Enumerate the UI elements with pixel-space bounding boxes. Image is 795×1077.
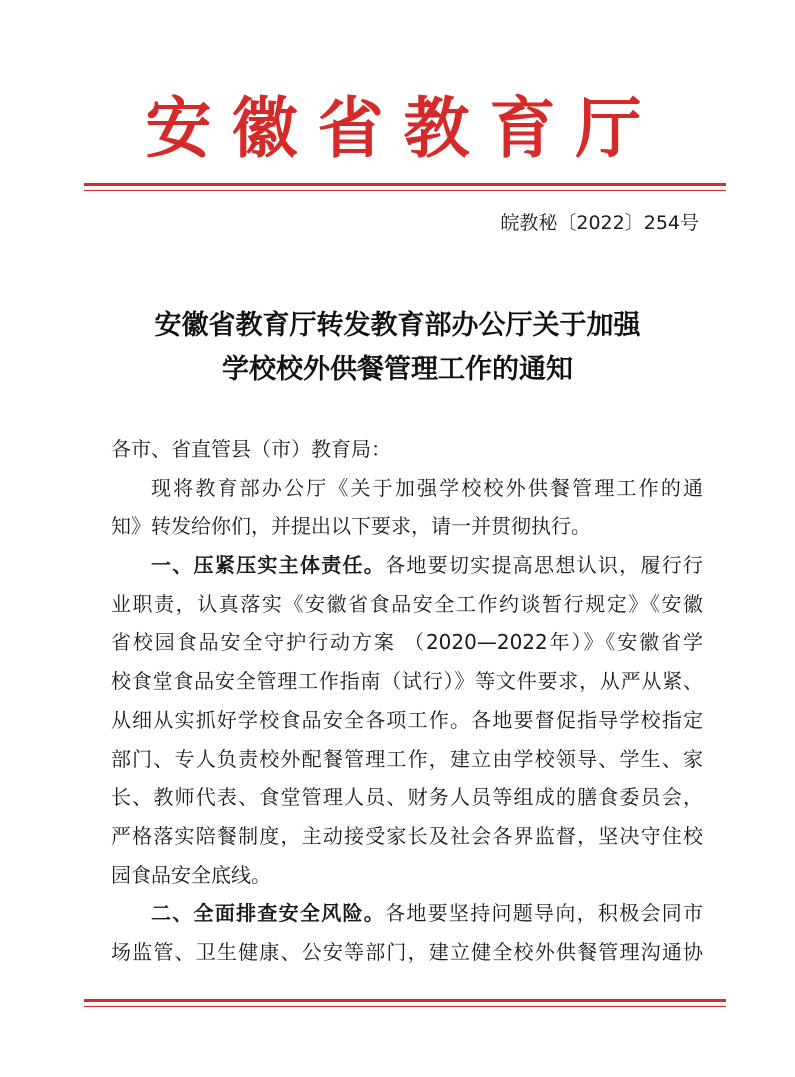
section-1-line-7: 长、教师代表、食堂管理人员、财务人员等组成的膳食委员会， (111, 785, 703, 810)
intro-line-1: 现将教育部办公厅《关于加强学校校外供餐管理工作的通 (151, 475, 703, 500)
notice-title-line-2: 学校校外供餐管理工作的通知 (222, 354, 573, 385)
section-1-line-1-text: 各地要切实提高思想认识，履行行 (385, 553, 703, 578)
section-1-line-9: 园食品安全底线。 (111, 862, 271, 887)
footer-red-rule-thick (84, 999, 726, 1002)
section-2-line-1-text: 各地要坚持问题导向，积极会同市 (385, 901, 703, 926)
section-2-heading: 二、全面排查安全风险。 (151, 901, 386, 926)
section-1-line-2: 业职责，认真落实《安徽省食品安全工作约谈暂行规定》《安徽 (111, 591, 703, 616)
section-1-line-6: 部门、专人负责校外配餐管理工作，建立由学校领导、学生、家 (111, 746, 703, 771)
notice-title-line-1: 安徽省教育厅转发教育部办公厅关于加强 (154, 310, 641, 341)
section-1-line-4: 校食堂食品安全管理工作指南（试行）》等文件要求，从严从紧、 (111, 669, 703, 694)
section-1-line-3: 省校园食品安全守护行动方案 （2020—2022年）》《安徽省学 (111, 630, 703, 655)
section-2-line-2: 场监管、卫生健康、公安等部门，建立健全校外供餐管理沟通协 (111, 939, 703, 964)
section-1-heading: 一、压紧压实主体责任。 (151, 553, 386, 578)
document-number: 皖教秘〔2022〕254号 (500, 212, 699, 234)
section-2-line-1 (111, 894, 703, 933)
intro-line-2: 知》转发给你们，并提出以下要求，请一并贯彻执行。 (111, 514, 591, 539)
section-1-line-8: 严格落实陪餐制度，主动接受家长及社会各界监督，坚决守住校 (111, 823, 703, 848)
agency-masthead: 安徽省教育厅 (145, 89, 662, 167)
notice-body (111, 430, 703, 972)
salutation: 各市、省直管县（市）教育局： (111, 437, 391, 461)
header-red-rule-thin (84, 190, 726, 191)
header-red-rule-thick (84, 183, 726, 186)
section-1-line-1 (111, 546, 703, 585)
footer-red-rule-thin (84, 1006, 726, 1007)
section-1-line-5: 从细从实抓好学校食品安全各项工作。各地要督促指导学校指定 (111, 707, 703, 732)
